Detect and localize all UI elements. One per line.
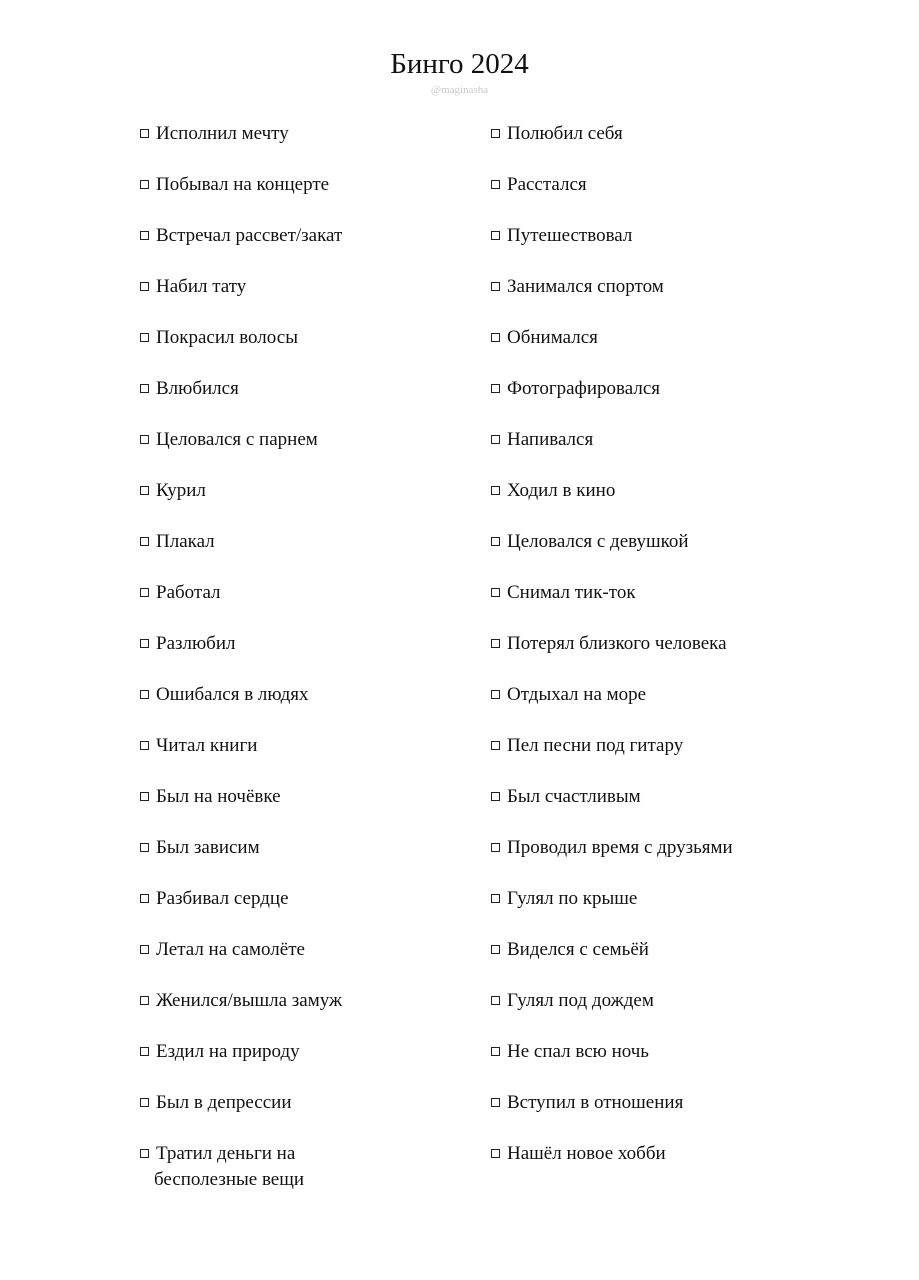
checklist-item-label: Целовался с девушкой bbox=[507, 531, 689, 552]
checkbox-icon[interactable] bbox=[140, 384, 149, 393]
checklist-item-label: Был счастливым bbox=[507, 786, 641, 807]
checkbox-icon[interactable] bbox=[491, 690, 500, 699]
checklist-item-label: Исполнил мечту bbox=[156, 123, 289, 144]
checkbox-icon[interactable] bbox=[140, 180, 149, 189]
checklist-item[interactable] bbox=[140, 835, 260, 861]
checkbox-icon[interactable] bbox=[491, 894, 500, 903]
checklist-item-text bbox=[507, 172, 587, 198]
checkbox-icon[interactable] bbox=[140, 1047, 149, 1056]
checklist-item[interactable] bbox=[491, 1141, 666, 1167]
checklist-item[interactable] bbox=[491, 529, 689, 555]
checklist-item[interactable] bbox=[491, 886, 637, 912]
checklist-item-label: Полюбил себя bbox=[507, 123, 623, 144]
checkbox-icon[interactable] bbox=[140, 894, 149, 903]
checkbox-icon[interactable] bbox=[140, 129, 149, 138]
checklist-item-label: Летал на самолёте bbox=[156, 939, 305, 960]
checklist-item-text bbox=[156, 427, 318, 453]
checklist-item-text bbox=[507, 988, 654, 1014]
checkbox-icon[interactable] bbox=[140, 231, 149, 240]
page-title: Бинго 2024 bbox=[390, 48, 529, 80]
checklist-item[interactable] bbox=[140, 886, 289, 912]
checkbox-icon[interactable] bbox=[491, 180, 500, 189]
checkbox-icon[interactable] bbox=[140, 639, 149, 648]
checklist-item[interactable] bbox=[491, 733, 683, 759]
checklist-item-text bbox=[156, 376, 239, 402]
checklist-item-label: Нашёл новое хобби bbox=[507, 1143, 666, 1164]
checklist-item[interactable] bbox=[491, 121, 623, 147]
checklist-item-text bbox=[507, 478, 615, 504]
checkbox-icon[interactable] bbox=[491, 945, 500, 954]
checklist-item[interactable] bbox=[140, 121, 289, 147]
checkbox-icon[interactable] bbox=[491, 1047, 500, 1056]
checklist-item-label: Побывал на концерте bbox=[156, 174, 330, 195]
checkbox-icon[interactable] bbox=[140, 282, 149, 291]
checklist-item-label: Потерял близкого человека bbox=[507, 633, 727, 654]
checklist-item-text bbox=[507, 1141, 666, 1167]
checklist-item[interactable] bbox=[491, 682, 646, 708]
checkbox-icon[interactable] bbox=[491, 486, 500, 495]
checklist-item[interactable] bbox=[140, 376, 239, 402]
checklist-item-label: Курил bbox=[156, 480, 206, 501]
checklist-item-text bbox=[156, 886, 289, 912]
checklist-item[interactable] bbox=[491, 1039, 649, 1065]
checklist-item-label: Обнимался bbox=[507, 327, 598, 348]
checkbox-icon[interactable] bbox=[491, 231, 500, 240]
checkbox-icon[interactable] bbox=[491, 792, 500, 801]
checklist-item[interactable] bbox=[140, 529, 215, 555]
checkbox-icon[interactable] bbox=[491, 384, 500, 393]
checklist-item[interactable] bbox=[140, 784, 281, 810]
checklist-item[interactable] bbox=[491, 478, 615, 504]
checklist-item-label: Отдыхал на море bbox=[507, 684, 647, 705]
checkbox-icon[interactable] bbox=[491, 129, 500, 138]
checkbox-icon[interactable] bbox=[491, 741, 500, 750]
checklist-item-text bbox=[156, 631, 236, 657]
checkbox-icon[interactable] bbox=[491, 1098, 500, 1107]
checklist-item[interactable] bbox=[140, 733, 257, 759]
checkbox-icon[interactable] bbox=[140, 996, 149, 1005]
checklist-item-text bbox=[156, 835, 260, 861]
checklist-item-label: Виделся с семьёй bbox=[507, 939, 649, 960]
checkbox-icon[interactable] bbox=[491, 588, 500, 597]
checkbox-icon[interactable] bbox=[491, 282, 500, 291]
checkbox-icon[interactable] bbox=[140, 333, 149, 342]
checklist-item-label: Плакал bbox=[156, 531, 215, 552]
checklist-item-text bbox=[507, 274, 664, 300]
checklist-item[interactable] bbox=[140, 1090, 292, 1116]
checklist-item-label: Занимался спортом bbox=[507, 276, 664, 297]
checklist-item-text bbox=[507, 682, 646, 708]
checklist-item-text bbox=[156, 1141, 304, 1193]
checklist-item-text bbox=[156, 223, 342, 249]
checklist-item[interactable] bbox=[491, 937, 649, 963]
checklist-item[interactable] bbox=[491, 325, 598, 351]
checklist-item-label: Читал книги bbox=[156, 735, 258, 756]
checkbox-icon[interactable] bbox=[140, 843, 149, 852]
checkbox-icon[interactable] bbox=[140, 537, 149, 546]
checklist-item[interactable] bbox=[140, 937, 305, 963]
checklist-item-label: Разбивал сердце bbox=[156, 888, 289, 909]
checklist-item-text bbox=[507, 376, 660, 402]
checklist-item-text bbox=[507, 427, 593, 453]
checklist-item-text bbox=[507, 223, 632, 249]
checklist-item-label: Ошибался в людях bbox=[156, 684, 309, 705]
checklist-item[interactable] bbox=[491, 223, 632, 249]
checklist-item-text bbox=[507, 529, 689, 555]
checklist-item-label: Покрасил волосы bbox=[156, 327, 298, 348]
checklist-item-text bbox=[156, 580, 221, 606]
checklist-item-text bbox=[507, 631, 727, 657]
checklist-item[interactable] bbox=[491, 1090, 683, 1116]
checkbox-icon[interactable] bbox=[491, 843, 500, 852]
checklist-item-text bbox=[156, 529, 215, 555]
checkbox-icon[interactable] bbox=[140, 435, 149, 444]
checkbox-icon[interactable] bbox=[491, 435, 500, 444]
checklist-item-text bbox=[156, 172, 329, 198]
checklist-item-text bbox=[156, 1039, 300, 1065]
checklist-item-label: Разлюбил bbox=[156, 633, 236, 654]
checklist-item[interactable] bbox=[140, 1039, 300, 1065]
checklist-item-label: Ездил на природу bbox=[156, 1041, 300, 1062]
checklist-item-text bbox=[156, 682, 309, 708]
checklist-item-text bbox=[156, 784, 281, 810]
checklist-item-text bbox=[156, 988, 342, 1014]
checkbox-icon[interactable] bbox=[140, 588, 149, 597]
checklist-item[interactable] bbox=[140, 274, 246, 300]
checklist-item[interactable] bbox=[140, 1141, 304, 1193]
checklist-item-label: Был зависим bbox=[156, 837, 260, 858]
checkbox-icon[interactable] bbox=[140, 1149, 149, 1158]
checklist-item-label: Расстался bbox=[507, 174, 587, 195]
checklist-item[interactable] bbox=[140, 580, 221, 606]
checklist-item-label: Напивался bbox=[507, 429, 594, 450]
checklist-item-label: Был в депрессии bbox=[156, 1092, 292, 1113]
checklist-item-text bbox=[507, 1039, 649, 1065]
checklist-item-text bbox=[507, 121, 623, 147]
checklist-item-label: Не спал всю ночь bbox=[507, 1041, 649, 1062]
checklist-item[interactable] bbox=[140, 682, 309, 708]
checklist-item-text bbox=[156, 478, 206, 504]
checklist-item-label: Набил тату bbox=[156, 276, 247, 297]
checklist-item-text bbox=[156, 121, 289, 147]
checkbox-icon[interactable] bbox=[491, 537, 500, 546]
checklist-item-label: Путешествовал bbox=[507, 225, 633, 246]
checkbox-icon[interactable] bbox=[491, 1149, 500, 1158]
checklist-item-label: Женился/вышла замуж bbox=[156, 990, 343, 1011]
checklist-item-text bbox=[156, 1090, 292, 1116]
checklist-item-text bbox=[507, 784, 641, 810]
checklist-item-text bbox=[507, 886, 637, 912]
checkbox-icon[interactable] bbox=[491, 333, 500, 342]
checklist-item-text bbox=[507, 325, 598, 351]
checklist-item-label: Был на ночёвке bbox=[156, 786, 281, 807]
checklist-item-label: Снимал тик-ток bbox=[507, 582, 636, 603]
checklist-item[interactable] bbox=[491, 631, 727, 657]
checklist-item-label: Проводил время с друзьями bbox=[507, 837, 733, 858]
checklist-item-label: Гулял под дождем bbox=[507, 990, 654, 1011]
checklist-item[interactable] bbox=[140, 478, 206, 504]
checklist-item-text bbox=[507, 580, 636, 606]
checklist-item-label: Ходил в кино bbox=[507, 480, 616, 501]
checklist-item-label: Тратил деньги на bbox=[156, 1143, 296, 1164]
checklist-item-text bbox=[507, 835, 733, 861]
checklist-item[interactable] bbox=[491, 988, 654, 1014]
checklist-item-text bbox=[507, 733, 683, 759]
checklist-item-label: Встречал рассвет/закат bbox=[156, 225, 343, 246]
checklist-item[interactable] bbox=[491, 835, 733, 861]
checklist-item-label-continued: бесполезные вещи bbox=[154, 1169, 305, 1190]
checklist-item-text bbox=[156, 937, 305, 963]
checklist-item[interactable] bbox=[140, 427, 318, 453]
checklist-item[interactable] bbox=[491, 172, 587, 198]
checklist-item-label: Влюбился bbox=[156, 378, 239, 399]
checkbox-icon[interactable] bbox=[491, 639, 500, 648]
checklist-item[interactable] bbox=[491, 427, 593, 453]
checkbox-icon[interactable] bbox=[140, 1098, 149, 1107]
checkbox-icon[interactable] bbox=[140, 741, 149, 750]
checkbox-icon[interactable] bbox=[491, 996, 500, 1005]
checklist-item-label: Работал bbox=[156, 582, 221, 603]
checklist-item-text bbox=[156, 325, 298, 351]
checklist-item[interactable] bbox=[491, 274, 664, 300]
checklist-item[interactable] bbox=[491, 580, 636, 606]
checklist-item[interactable] bbox=[140, 172, 329, 198]
checklist-item[interactable] bbox=[140, 631, 236, 657]
checklist-item-label: Гулял по крыше bbox=[507, 888, 638, 909]
checklist-item-label: Вступил в отношения bbox=[507, 1092, 684, 1113]
checklist-item[interactable] bbox=[491, 784, 641, 810]
checklist-item[interactable] bbox=[140, 325, 298, 351]
checklist-item-label: Фотографировался bbox=[507, 378, 660, 399]
checklist-item-text bbox=[507, 1090, 683, 1116]
checklist-item-text bbox=[156, 733, 257, 759]
checkbox-icon[interactable] bbox=[140, 690, 149, 699]
checkbox-icon[interactable] bbox=[140, 945, 149, 954]
checklist-item[interactable] bbox=[491, 376, 660, 402]
checklist-item-text bbox=[507, 937, 649, 963]
checkbox-icon[interactable] bbox=[140, 486, 149, 495]
checklist-item[interactable] bbox=[140, 988, 342, 1014]
checklist-item-text bbox=[156, 274, 246, 300]
checkbox-icon[interactable] bbox=[140, 792, 149, 801]
author-handle: @maginasha bbox=[430, 84, 489, 96]
checklist-item[interactable] bbox=[140, 223, 342, 249]
checklist-item-label: Целовался с парнем bbox=[156, 429, 318, 450]
checklist-item-label: Пел песни под гитару bbox=[507, 735, 684, 756]
